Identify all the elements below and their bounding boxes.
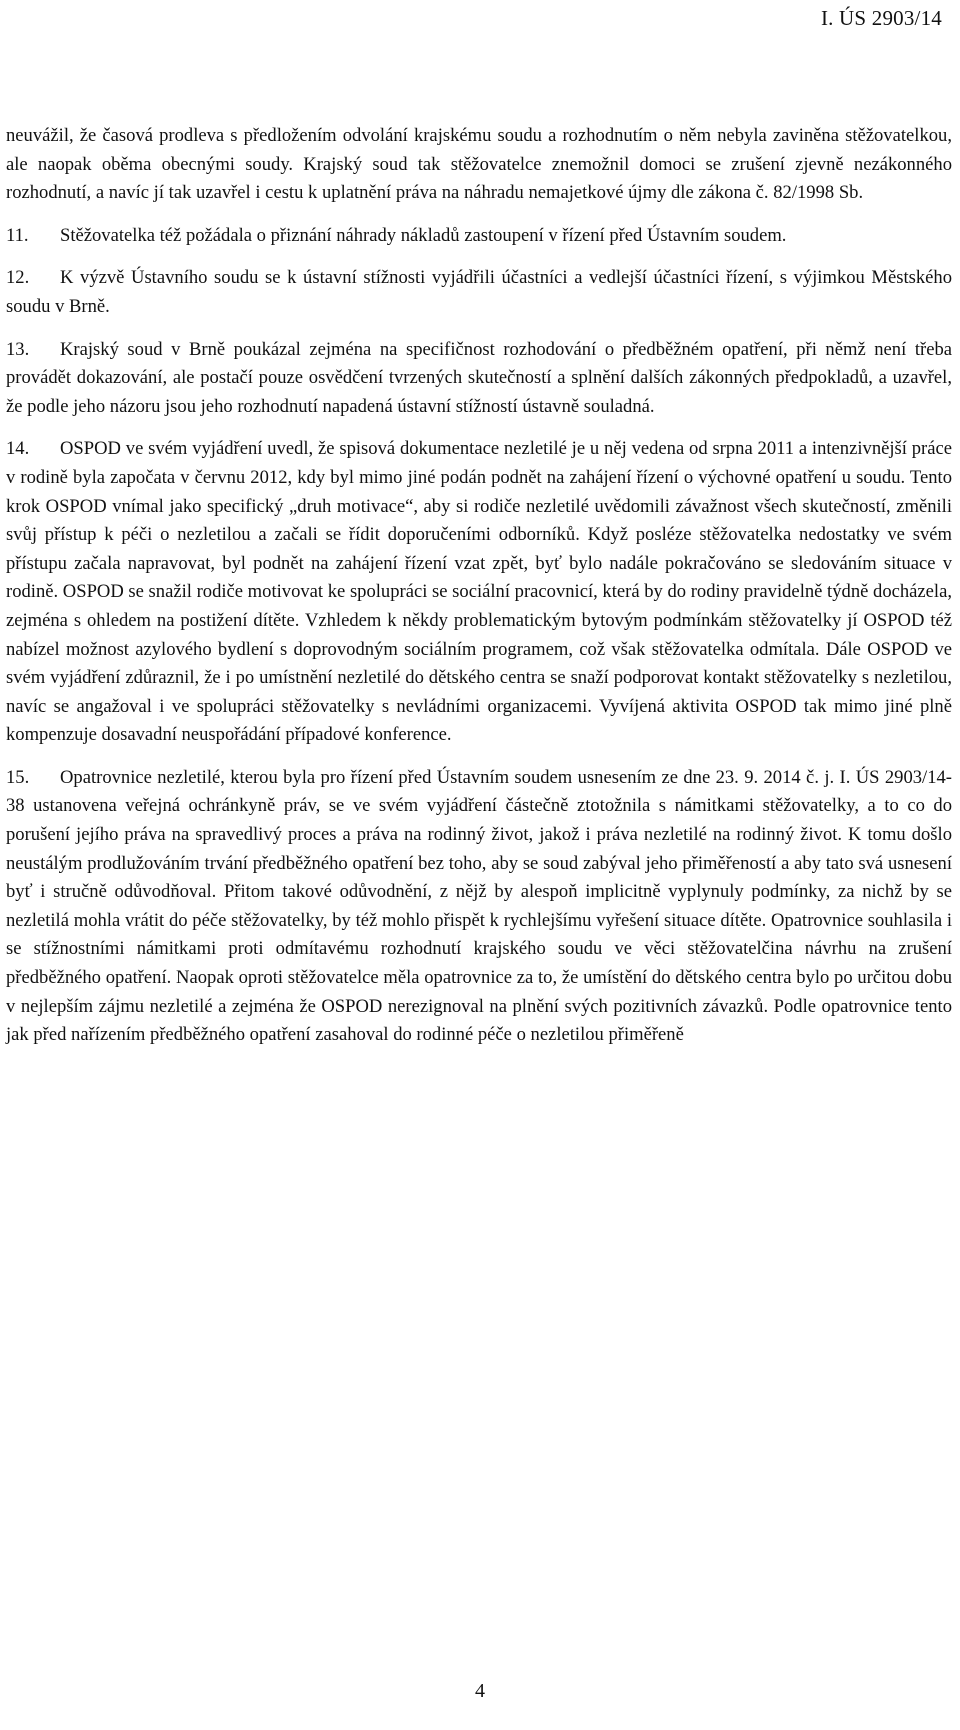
paragraph-11: [6, 222, 952, 251]
document-body: [6, 122, 952, 1050]
paragraph-10-continuation: [6, 122, 952, 208]
paragraph-number: 14.: [6, 438, 30, 460]
paragraph-text: OSPOD ve svém vyjádření uvedl, že spisová dokumentace nezletilé je u něj vedena od srpna 2011 a intenzivnější práce v rodině byla započata v červnu 2012, kdy byl mimo jiné podán podnět na zahájení řízení o výchovné opatření u soudu. Tento krok OSPOD vnímal jako specifický „druh motivace“, aby si rodiče nezletilé uvědomili závažnost všech skutečností, změnili svůj přístup k péči o nezletilou a začali se řídit doporučeními odborníků. Když posléze stěžovatelka nedostatky ve svém přístupu začala napravovat, byl podnět na zahájení řízení vzat zpět, byť bylo nadále pokračováno se sledováním situace v rodině. OSPOD se snažil rodiče motivovat ke spolupráci se sociální pracovnicí, která by do rodiny pravidelně týdně docházela, zejména s ohledem na postižení dítěte. Vzhledem k někdy problematickým bytovým podmínkám stěžovatelky jí OSPOD též nabízel možnost azylového bydlení s doprovodným sociálním programem, což však stěžovatelka odmítala. Dále OSPOD ve svém vyjádření zdůraznil, že i po umístnění nezletilé do dětského centra se snaží podporovat kontakt stěžovatelky s nezletilou, navíc se angažoval i ve spolupráci stěžovatelky s nevládními organizacemi. Vyvíjená aktivita OSPOD tak mimo jiné plně kompenzuje dosavadní neuspořádání případové konference.: [6, 438, 952, 746]
paragraph-text: K výzvě Ústavního soudu se k ústavní stížnosti vyjádřili účastníci a vedlejší účastníci řízení, s výjimkou Městského soudu v Brně.: [6, 267, 952, 317]
paragraph-15: [6, 764, 952, 1050]
paragraph-text: Stěžovatelka též požádala o přiznání náhrady nákladů zastoupení v řízení před Ústavním soudem.: [60, 224, 787, 246]
case-number-header: I. ÚS 2903/14: [820, 6, 942, 30]
paragraph-14: [6, 435, 952, 750]
paragraph-12: [6, 264, 952, 321]
paragraph-text: Opatrovnice nezletilé, kterou byla pro řízení před Ústavním soudem usnesením ze dne 23. 9. 2014 č. j. I. ÚS 2903/14-38 ustanovena veřejná ochránkyně práv, se ve svém vyjádření částečně ztotožnila s námitkami stěžovatelky, a to co do porušení jejího práva na spravedlivý proces a práva na rodinný život, jakož i práva nezletilé na rodinný život. K tomu došlo neustálým prodlužováním trvání předběžného opatření bez toho, aby se soud zabýval jeho přiměřeností a aby tato svá usnesení byť i stručně odůvodňoval. Přitom takové odůvodnění, z nějž by alespoň implicitně vyplynuly podmínky, za nichž by se nezletilá mohla vrátit do péče stěžovatelky, by též mohlo přispět k rychlejšímu vyřešení situace dítěte. Opatrovnice souhlasila i se stížnostními námitkami proti odmítavému rozhodnutí krajského soudu ve věci stěžovatelčina návrhu na zrušení předběžného opatření. Naopak oproti stěžovatelce měla opatrovnice za to, že umístění do dětského centra bylo po určitou dobu v nejlepším zájmu nezletilé a zejména že OSPOD nerezignoval na plnění svých pozitivních závazků. Podle opatrovnice tento jak před nařízením předběžného opatření zasahoval do rodinné péče o nezletilou přiměřeně: [6, 766, 952, 1046]
paragraph-13: [6, 336, 952, 422]
paragraph-text: neuvážil, že časová prodleva s předložením odvolání krajskému soudu a rozhodnutím o něm nebyla zaviněna stěžovatelkou, ale naopak oběma obecnými soudy. Krajský soud tak stěžovatelce znemožnil domoci se zrušení zjevně nezákonného rozhodnutí, a navíc jí tak uzavřel i cestu k uplatnění práva na náhradu nemajetkové újmy dle zákona č. 82/1998 Sb.: [6, 125, 952, 204]
paragraph-number: 15.: [6, 766, 30, 788]
paragraph-text: Krajský soud v Brně poukázal zejména na specifičnost rozhodování o předběžném opatření, při němž není třeba provádět dokazování, ale postačí pouze osvědčení tvrzených skutečností a splnění dalších zákonných předpokladů, a uzavřel, že podle jeho názoru jsou jeho rozhodnutí napadená ústavní stížností ústavně souladná.: [6, 338, 952, 417]
paragraph-number: 11.: [6, 224, 29, 246]
page-number: 4: [475, 1680, 485, 1702]
paragraph-number: 12.: [6, 267, 30, 289]
paragraph-number: 13.: [6, 338, 30, 360]
